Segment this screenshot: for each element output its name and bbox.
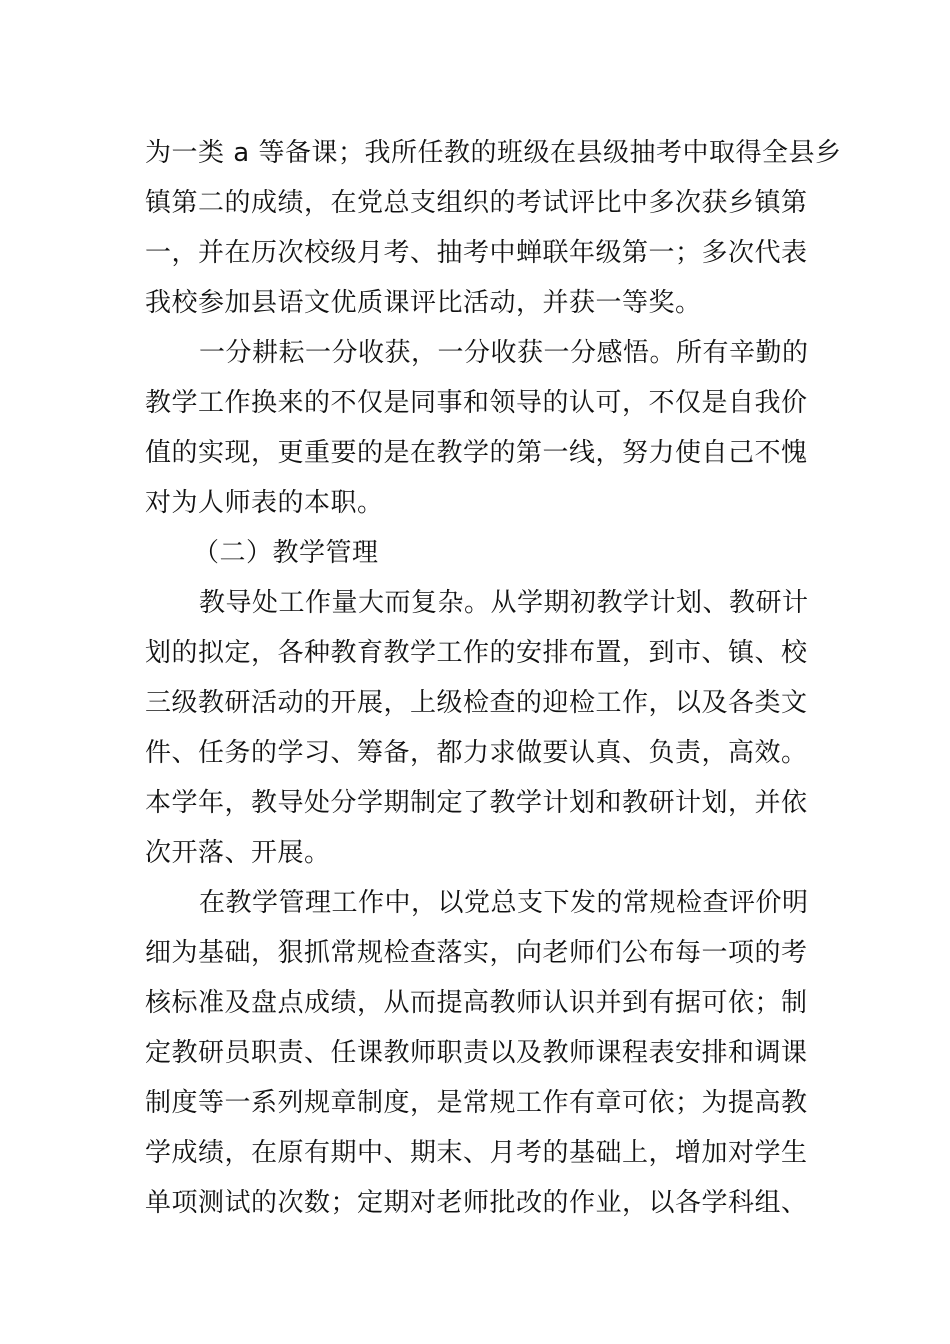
paragraph-first-line: 一分耕耘一分收获，一分收获一分感悟。所有辛勤的 (199, 338, 809, 368)
paragraph-first-line: 在教学管理工作中，以党总支下发的常规检查评价明 (199, 888, 809, 918)
body-text (145, 128, 842, 1228)
text-line: 学成绩，在原有期中、期末、月考的基础上，增加对学生 (145, 1138, 808, 1168)
text-line: 我校参加县语文优质课评比活动，并获一等奖。 (145, 288, 702, 318)
text-line: 制度等一系列规章制度，是常规工作有章可依；为提高教 (145, 1088, 808, 1118)
section-heading: （二）教学管理 (193, 538, 379, 568)
text-line: 核标准及盘点成绩，从而提高教师认识并到有据可依；制 (145, 988, 808, 1018)
text-line: 为一类 a 等备课；我所任教的班级在县级抽考中取得全县乡 (145, 138, 842, 168)
paragraph-first-line: 教导处工作量大而复杂。从学期初教学计划、教研计 (199, 588, 809, 618)
text-line: 镇第二的成绩，在党总支组织的考试评比中多次获乡镇第 (145, 188, 808, 218)
text-line: 本学年，教导处分学期制定了教学计划和教研计划，并依 (145, 788, 808, 818)
text-line: 件、任务的学习、筹备，都力求做要认真、负责，高效。 (145, 738, 808, 768)
text-line: 值的实现，更重要的是在教学的第一线，努力使自己不愧 (145, 438, 808, 468)
text-line: 对为人师表的本职。 (145, 488, 384, 518)
text-line: 细为基础，狠抓常规检查落实，向老师们公布每一项的考 (145, 938, 808, 968)
text-line: 教学工作换来的不仅是同事和领导的认可，不仅是自我价 (145, 388, 808, 418)
text-line: 次开落、开展。 (145, 838, 331, 868)
text-line: 划的拟定，各种教育教学工作的安排布置，到市、镇、校 (145, 638, 808, 668)
text-line: 定教研员职责、任课教师职责以及教师课程表安排和调课 (145, 1038, 808, 1068)
text-line: 三级教研活动的开展，上级检查的迎检工作，以及各类文 (145, 688, 808, 718)
text-line: 一，并在历次校级月考、抽考中蝉联年级第一；多次代表 (145, 238, 808, 268)
text-line: 单项测试的次数；定期对老师批改的作业，以各学科组、 (145, 1188, 808, 1218)
